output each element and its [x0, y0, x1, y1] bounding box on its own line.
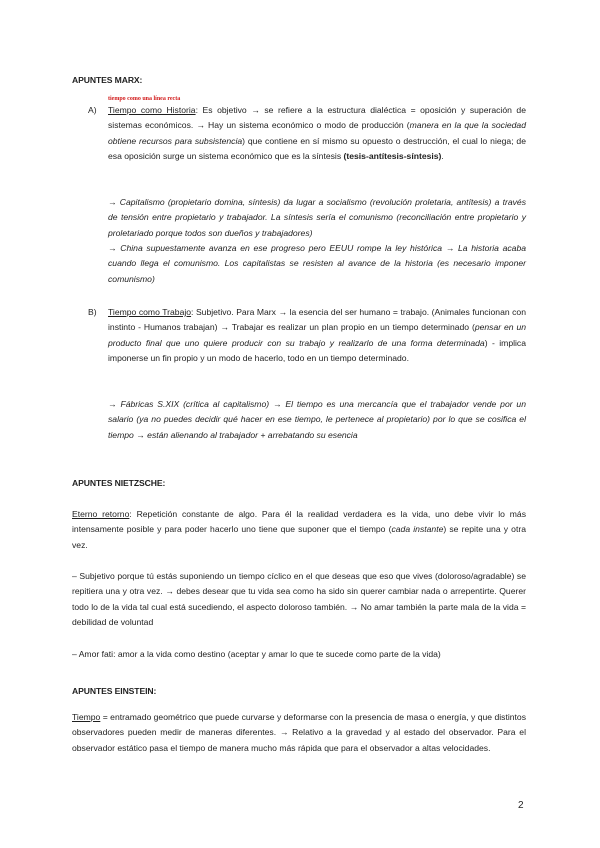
list-marker-a: A) [88, 105, 97, 115]
page-number: 2 [518, 800, 524, 811]
nietzsche-heading: APUNTES NIETZSCHE: [72, 478, 166, 488]
nietzsche-paragraph-3: – Amor fati: amor a la vida como destino (aceptar y amar lo que te sucede como parte de la vida) [72, 649, 441, 659]
marx-a-paragraph: Tiempo como Historia: Es objetivo → se refiere a la estructura dialéctica = oposición y superación de sistemas económicos. → Hay un sistema económico o modo de producción (manera en la que la sociedad obtiene recursos para subsistencia) que contiene en sí mismo su opuesto o destrucción, el cual lo niega; de esa oposición surge un sistema económico que es la síntesis (tesis-antítesis-síntesis). [108, 105, 526, 161]
nietzsche-paragraph-2: – Subjetivo porque tú estás suponiendo un tiempo cíclico en el que deseas que eso que vives (doloroso/agradable) se repitiera una y otra vez. → debes desear que tu vida sea como ha sido sin querer cambiar nada o arrepentirte. Querer todo lo de la vida tal cual está sucediendo, el aspecto doloroso también. → No amar también la parte mala de la vida = debilidad de voluntad [72, 571, 526, 627]
marx-heading: APUNTES MARX: [72, 75, 143, 85]
section-title-tiempo: Tiempo [72, 712, 101, 722]
section-title-historia: Tiempo como Historia [108, 105, 196, 115]
marx-b-paragraph: Tiempo como Trabajo: Subjetivo. Para Marx → la esencia del ser humano = trabajo. (Animales funcionan con instinto - Humanos trabajan) → Trabajar es realizar un plan propio en un tiempo determinado (pensar en un producto final que uno quiere producir con su trabajo y realizarlo de una forma determinada) - implica imponerse un fin propio y un modo de hacerlo, todo en un tiempo determinado. [108, 307, 527, 363]
marx-a-china-note: → China supuestamente avanza en ese progreso pero EEUU rompe la ley histórica → La historia acaba cuando llega el comunismo. Los capitalistas se resisten al avance de la historia (es necesario imponer comunismo) [108, 243, 526, 284]
marx-b-factory-note: → Fábricas S.XIX (crítica al capitalismo) → El tiempo es una mercancía que el trabajador vende por un salario (ya no puedes decidir qué hacer en ese tiempo, le pertenece al propietario) por lo que se cosifica el tiempo → están alienando al trabajador + arrebatando su esencia [108, 399, 526, 440]
einstein-paragraph: Tiempo = entramado geométrico que puede curvarse y deformarse con la presencia de masa o energía, y que distintos observadores pueden medir de maneras diferentes. → Relativo a la gravedad y al estado del observador. Para el observador estático pasa el tiempo de manera mucho más rápida que para el observador a altas velocidades. [72, 712, 526, 753]
section-title-trabajo: Tiempo como Trabajo [108, 307, 192, 317]
nietzsche-paragraph-1: Eterno retorno: Repetición constante de algo. Para él la realidad verdadera es la vida, uno debe vivir lo más intensamente posible y para poder hacerlo uno tiene que suponer que el tiempo (cada instante) se repite una y otra vez. [72, 509, 527, 550]
red-annotation: tiempo como una línea recta [108, 96, 181, 102]
section-title-eterno-retorno: Eterno retorno [72, 509, 130, 519]
einstein-heading: APUNTES EINSTEIN: [72, 686, 157, 696]
list-marker-b: B) [88, 307, 97, 317]
marx-a-capitalism-note: → Capitalismo (propietario domina, síntesis) da lugar a socialismo (revolución proletaria, antítesis) a través de tensión entre propietario y trabajador. La síntesis sería el comunismo (reconciliación entre propietario y proletariado porque todos son dueños y trabajadores) [108, 197, 526, 238]
